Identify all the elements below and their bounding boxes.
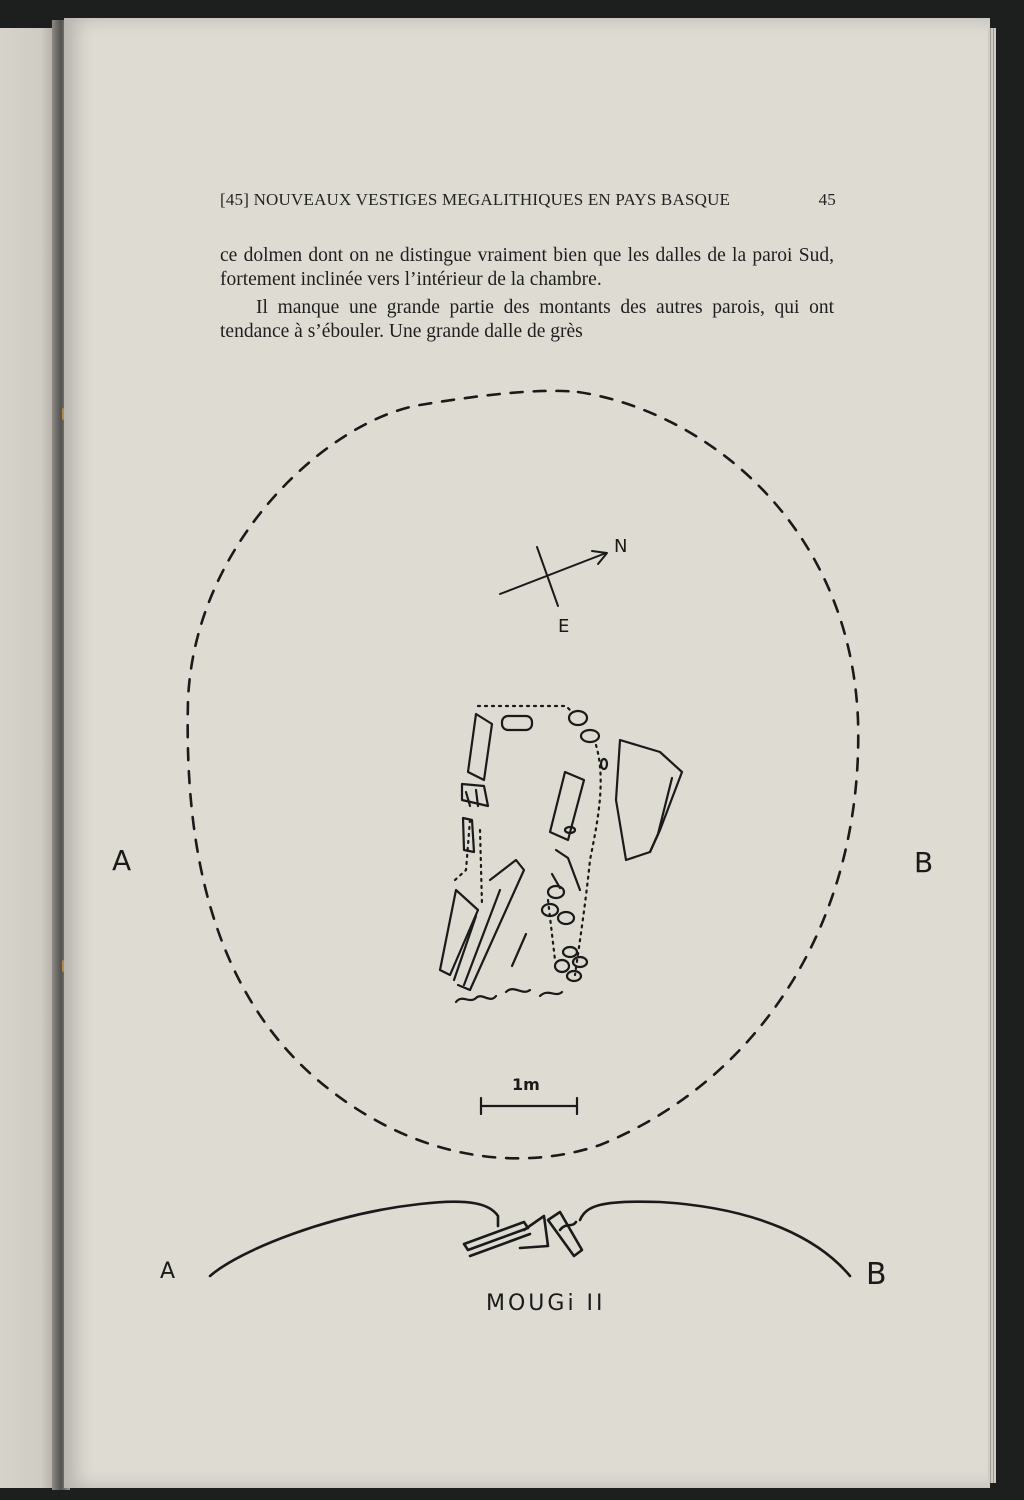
tumulus-boundary (188, 391, 859, 1158)
dolmen-chamber (440, 706, 682, 1002)
paragraph-1: ce dolmen dont on ne distingue vraiment bien que les dalles de la paroi Sud, fortement inclinée vers l’intérieur de la chambre. (220, 245, 834, 290)
section-number: [45] (220, 190, 250, 209)
page-number: 45 (818, 190, 836, 209)
paragraph-2: Il manque une grande partie des montants des autres parois, qui ont tendance à s’ébouler. Une grande dalle de grès (220, 297, 834, 342)
compass-north-label: N (614, 536, 628, 557)
header-title: NOUVEAUX VESTIGES MEGALITHIQUES EN PAYS BASQUE (253, 190, 731, 209)
section-point-a: A (160, 1259, 176, 1284)
plan-point-a: A (112, 844, 132, 877)
compass-east-label: E (558, 616, 570, 637)
section-point-b: B (866, 1257, 887, 1292)
scale-label: 1m (512, 1075, 540, 1094)
plan-point-b: B (914, 846, 934, 879)
scale-bar (481, 1098, 577, 1114)
figure-caption: MOUGi II (486, 1291, 606, 1316)
cross-section (210, 1202, 850, 1276)
compass-rose (500, 547, 607, 606)
